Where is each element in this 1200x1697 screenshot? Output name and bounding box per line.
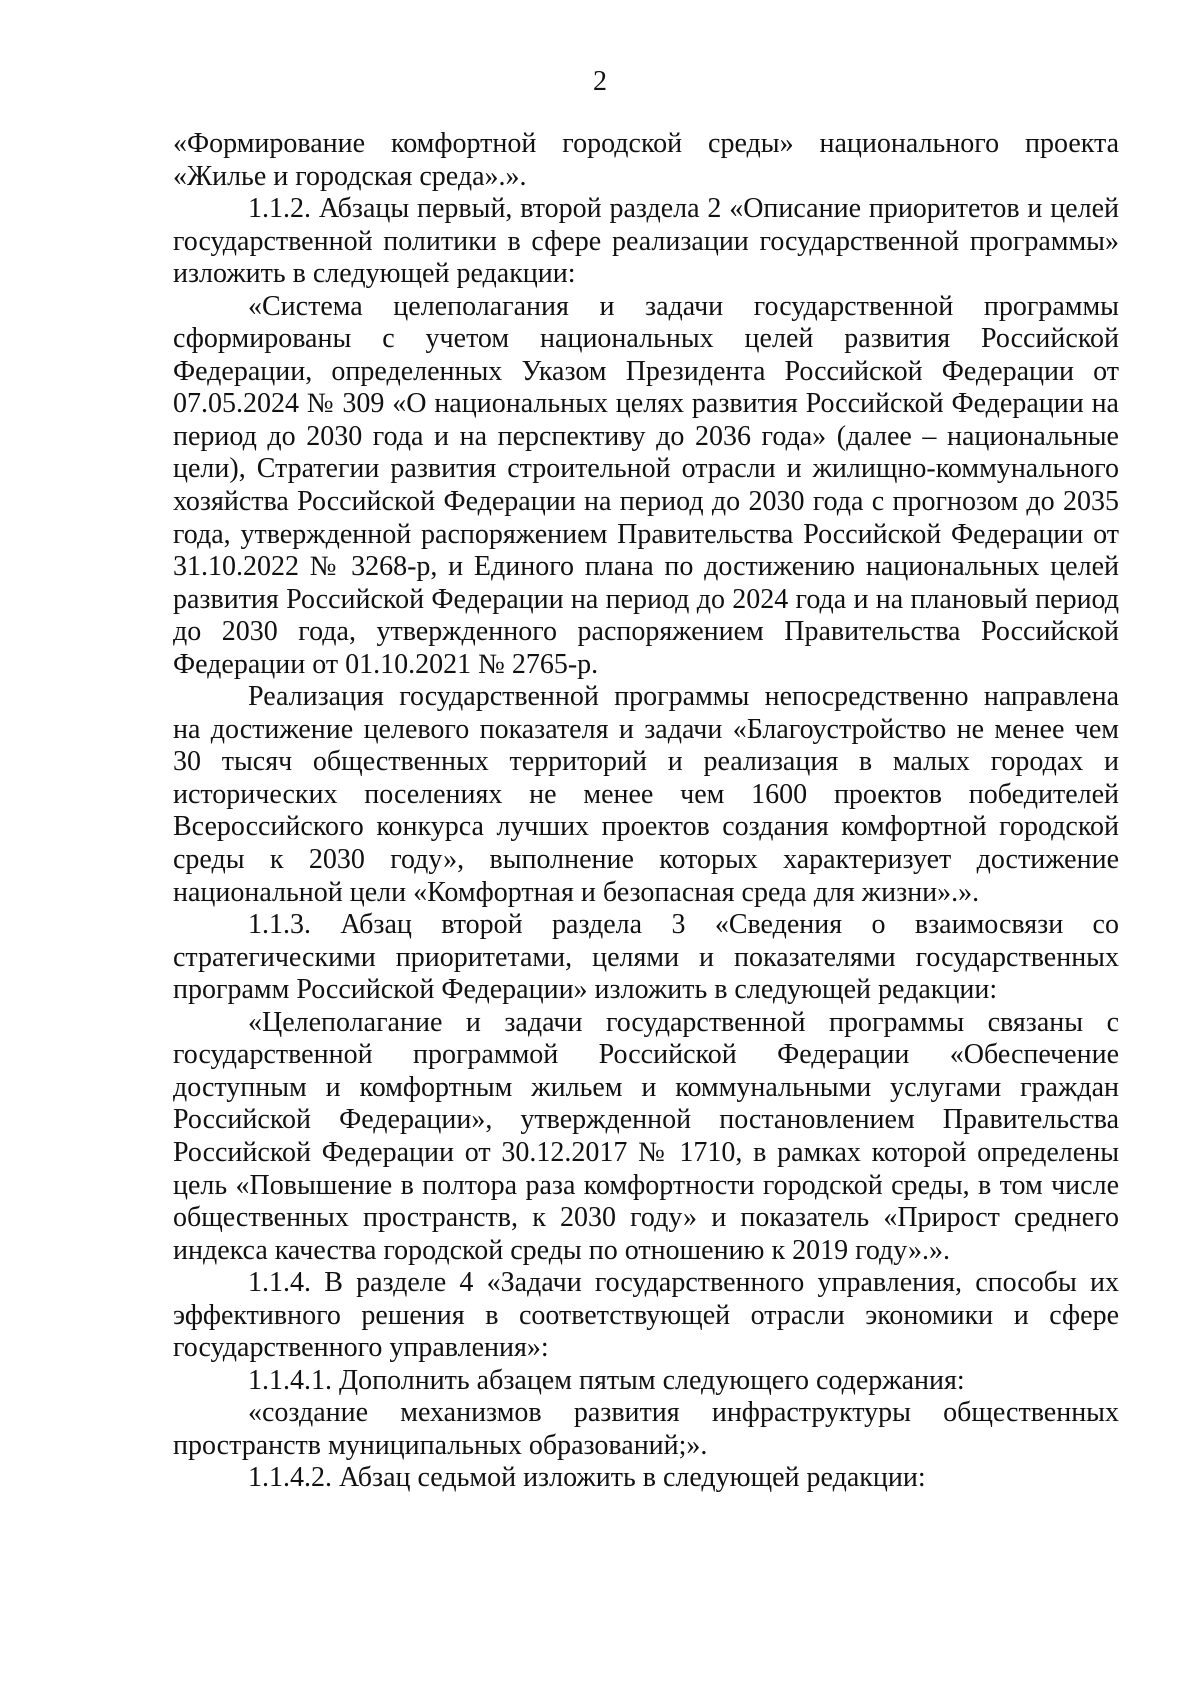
page-number: 2: [593, 66, 607, 97]
paragraph: 1.1.4.2. Абзац седьмой изложить в следующей редакции:: [248, 1462, 926, 1494]
paragraph: «Целеполагание и задачи государственной программы связаны с государственной программой Российской Федерации «Обеспечение доступным и комфортным жильем и коммунальными услугами граждан Российской Федерации», утвержденной постановлением Правительства Российской Федерации от 30.12.2017 № 1710, в рамках которой определены цель «Повышение в полтора раза комфортности городской среды, в том числе общественных пространств, к 2030 году» и показатель «Прирост среднего индекса качества городской среды по отношению к 2019 году».».: [173, 1006, 1119, 1266]
document-body: [173, 128, 1119, 1495]
paragraph: Реализация государственной программы непосредственно направлена на достижение целевого показателя и задачи «Благоустройство не менее чем 30 тысяч общественных территорий и реализация в малых городах и исторических поселениях не менее чем 1600 проектов победителей Всероссийского конкурса лучших проектов создания комфортной городской среды к 2030 году», выполнение которых характеризует достижение национальной цели «Комфортная и безопасная среда для жизни».».: [173, 681, 1119, 908]
paragraph: «создание механизмов развития инфраструктуры общественных пространств муниципальных образований;».: [173, 1397, 1119, 1461]
paragraph: 1.1.4. В разделе 4 «Задачи государственного управления, способы их эффективного решения в соответствующей отрасли экономики и сфере государственного управления»:: [173, 1267, 1119, 1364]
paragraph: 1.1.2. Абзацы первый, второй раздела 2 «Описание приоритетов и целей государственной политики в сфере реализации государственной программы» изложить в следующей редакции:: [173, 193, 1119, 290]
paragraph: «Формирование комфортной городской среды» национального проекта «Жилье и городская среда».».: [173, 128, 1119, 192]
paragraph: 1.1.4.1. Дополнить абзацем пятым следующего содержания:: [248, 1364, 965, 1396]
paragraph: 1.1.3. Абзац второй раздела 3 «Сведения о взаимосвязи со стратегическими приоритетами, целями и показателями государственных программ Российской Федерации» изложить в следующей редакции:: [173, 909, 1119, 1006]
paragraph: «Система целеполагания и задачи государственной программы сформированы с учетом национальных целей развития Российской Федерации, определенных Указом Президента Российской Федерации от 07.05.2024 № 309 «О национальных целях развития Российской Федерации на период до 2030 года и на перспективу до 2036 года» (далее – национальные цели), Стратегии развития строительной отрасли и жилищно-коммунального хозяйства Российской Федерации на период до 2030 года с прогнозом до 2035 года, утвержденной распоряжением Правительства Российской Федерации от 31.10.2022 № 3268-р, и Единого плана по достижению национальных целей развития Российской Федерации на период до 2024 года и на плановый период до 2030 года, утвержденного распоряжением Правительства Российской Федерации от 01.10.2021 № 2765-р.: [173, 290, 1119, 680]
